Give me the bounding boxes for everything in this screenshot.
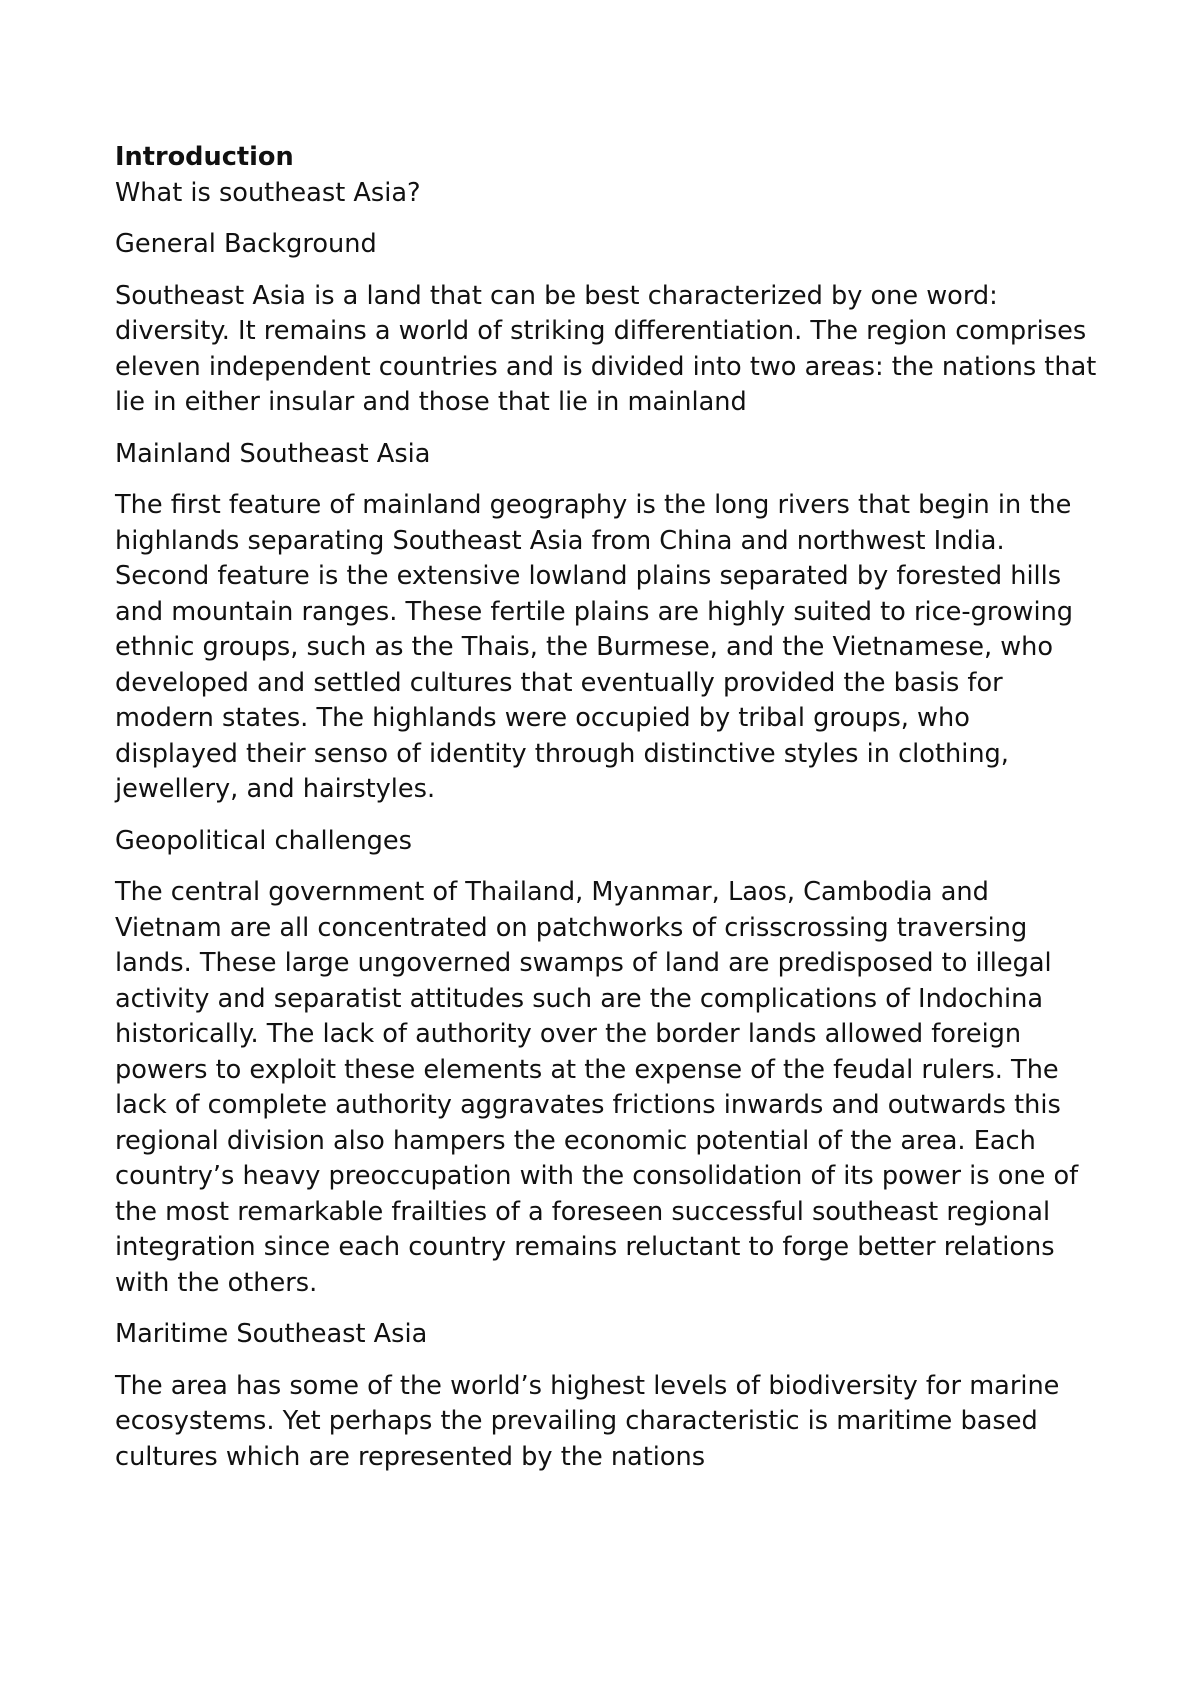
document-body xyxy=(115,140,1100,1491)
section-heading-maritime: Maritime Southeast Asia xyxy=(115,1319,428,1349)
section-paragraph-general-background: Southeast Asia is a land that can be best characterized by one word: diversity. It remains a world of striking differentiation. The region comprises eleven independent countries and is divided into two areas: the nations that lie in either insular and those that lie in mainland xyxy=(115,280,1097,417)
section-heading-general-background: General Background xyxy=(115,229,377,259)
document-subtitle: What is southeast Asia? xyxy=(115,177,421,208)
document-title: Introduction xyxy=(115,142,294,172)
section-paragraph-mainland: The first feature of mainland geography is the long rivers that begin in the highlands separating Southeast Asia from China and northwest India. Second feature is the extensive lowland plains separated by forested hills and mountain ranges. These fertile plains are highly suited to rice-growing ethnic groups, such as the Thais, the Burmese, and the Vietnamese, who developed and settled cultures that eventually provided the basis for modern states. The highlands were occupied by tribal groups, who displayed their senso of identity through distinctive styles in clothing, jewellery, and hairstyles. xyxy=(115,490,1074,804)
section-paragraph-maritime: The area has some of the world’s highest levels of biodiversity for marine ecosystems. Yet perhaps the prevailing characteristic is maritime based cultures which are represented by the nations xyxy=(115,1370,1060,1472)
section-paragraph-geopolitical: The central government of Thailand, Myanmar, Laos, Cambodia and Vietnam are all concentrated on patchworks of crisscrossing traversing lands. These large ungoverned swamps of land are predisposed to illegal activity and separatist attitudes such are the complications of Indochina historically. The lack of authority over the border lands allowed foreign powers to exploit these elements at the expense of the feudal rulers. The lack of complete authority aggravates frictions inwards and outwards this regional division also hampers the economic potential of the area. Each country’s heavy preoccupation with the consolidation of its power is one of the most remarkable frailties of a foreseen successful southeast regional integration since each country remains reluctant to forge better relations with the others. xyxy=(115,877,1079,1298)
section-heading-geopolitical: Geopolitical challenges xyxy=(115,825,413,856)
section-heading-mainland: Mainland Southeast Asia xyxy=(115,438,431,469)
